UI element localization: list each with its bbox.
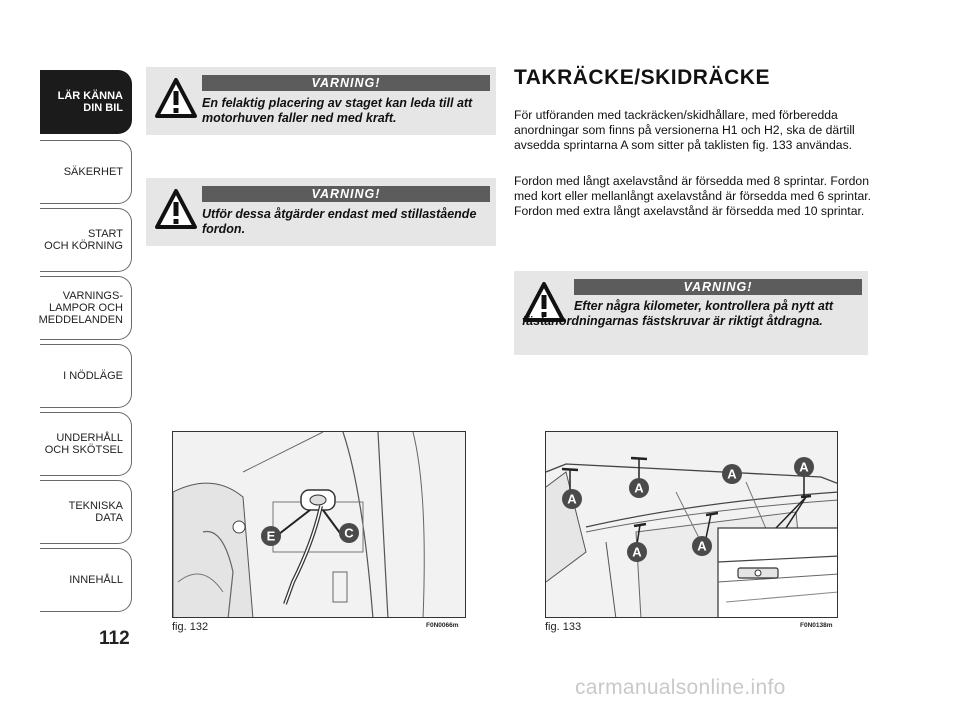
watermark: carmanualsonline.info [575,676,786,699]
page-number: 112 [99,628,130,649]
warning-triangle-icon [154,188,198,230]
tab-underhall[interactable]: UNDERHÅLL OCH SKÖTSEL [40,412,132,476]
figure-132-code: F0N0066m [426,622,459,629]
warning-box-3 [514,271,868,355]
roof-rack-pins-illustration [546,432,838,618]
body-paragraph-2: Fordon med långt axelavstånd är försedda med 8 sprintar. Fordon med kort eller mellanlångt axelavstånd är försedda med 6 sprintar. Fordon med extra långt axelavstånd är försedda med 10 sprintar. [514,174,872,218]
callout-a-label: A [632,544,642,560]
section-title: TAKRÄCKE/SKIDRÄCKE [514,66,770,89]
figure-133-code: F0N0138m [800,622,833,629]
hood-prop-illustration [173,432,466,618]
tab-start-och-korning[interactable]: START OCH KÖRNING [40,208,132,272]
body-paragraph-1: För utföranden med tackräcken/skidhållare, med förberedda anordningar som finns på versionerna H1 och H2, ska de därtill avsedda sprintarna A som sitter på taklisten fig. 133 användas. [514,108,855,152]
callout-a-label: A [799,459,809,475]
warning-triangle-icon [154,77,198,119]
warning-text: Efter några kilometer, kontrollera på nytt att fästanordningarnas fästskruvar är riktigt åtdragna. [522,299,834,328]
warning-text: Utför dessa åtgärder endast med stillastående fordon. [202,207,477,236]
tab-i-nodlage[interactable]: I NÖDLÄGE [40,344,132,408]
tab-tekniska-data[interactable]: TEKNISKA DATA [40,480,132,544]
figure-132 [172,431,466,618]
callout-a-label: A [727,466,737,482]
callout-a-label: A [567,491,577,507]
tab-lar-kanna-din-bil[interactable]: LÄR KÄNNA DIN BIL [40,70,132,134]
callout-a-label: A [634,480,644,496]
tab-sakerhet[interactable]: SÄKERHET [40,140,132,204]
figure-133 [545,431,838,618]
tab-varningslampor[interactable]: VARNINGS- LAMPOR OCH MEDDELANDEN [40,276,132,340]
warning-box-2 [146,178,496,246]
figure-132-caption: fig. 132 [172,621,209,633]
warning-title: VARNING! [202,186,490,202]
callout-c-label: C [344,525,354,541]
callout-a-label: A [697,538,707,554]
warning-title: VARNING! [202,75,490,91]
warning-title: VARNING! [574,279,862,295]
callout-e-label: E [266,528,276,544]
tab-innehall[interactable]: INNEHÅLL [40,548,132,612]
warning-text: En felaktig placering av staget kan leda till att motorhuven faller ned med kraft. [202,96,473,125]
figure-133-caption: fig. 133 [545,621,582,633]
warning-box-1 [146,67,496,135]
